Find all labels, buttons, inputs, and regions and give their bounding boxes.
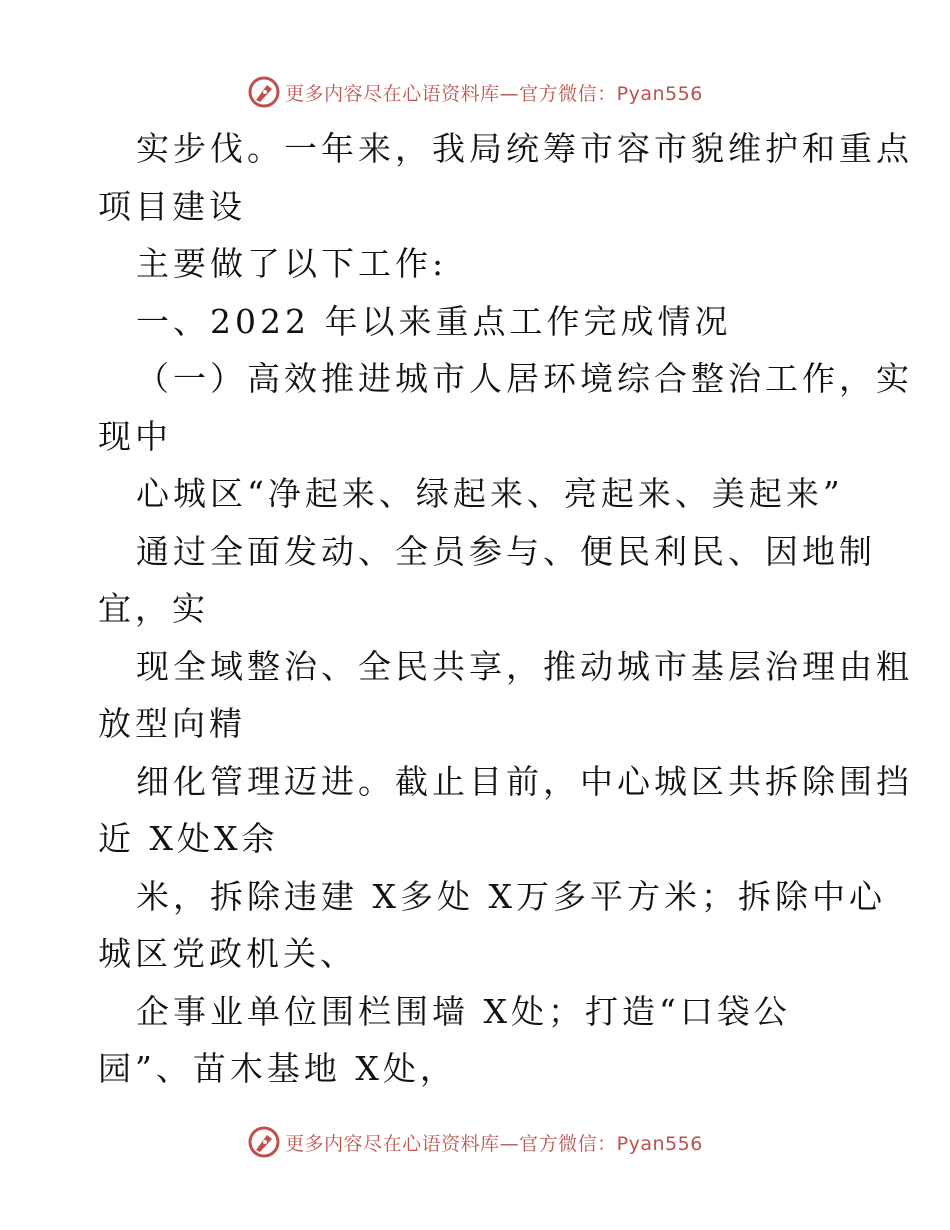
text-line: 城区党政机关、	[98, 934, 357, 973]
text-line: 心城区“净起来、绿起来、亮起来、美起来”	[136, 474, 844, 513]
text-line: 通过全面发动、全员参与、便民利民、因地制	[136, 531, 876, 571]
text-line: 实步伐。一年来，我局统筹市容市貌维护和重点	[136, 129, 913, 168]
watermark-banner-top	[0, 72, 950, 112]
section-heading: 一、2022 年以来重点工作完成情况	[136, 301, 732, 341]
text-line: 现全域整治、全民共享，推动城市基层治理由粗	[136, 646, 913, 686]
text-line: 项目建设	[98, 186, 246, 226]
text-line: 米，拆除违建 X多处 X万多平方米；拆除中心	[136, 876, 886, 916]
text-line: 园”、苗木基地 X处，	[98, 1049, 457, 1088]
text-line: 现中	[98, 416, 172, 456]
text-line: 近 X处X余	[98, 819, 279, 858]
text-line: 宜，实	[98, 589, 209, 628]
pen-nib-circle-icon	[247, 75, 281, 109]
text-line: 细化管理迈进。截止目前，中心城区共拆除围挡	[136, 761, 913, 801]
watermark-text: 更多内容尽在心语资料库—官方微信：Pyan556	[285, 82, 703, 105]
pen-nib-circle-icon	[247, 1125, 281, 1159]
watermark-banner-bottom	[0, 1122, 950, 1162]
text-line: 企事业单位围栏围墙 X处；打造“口袋公	[136, 991, 791, 1031]
text-line: 主要做了以下工作:	[136, 244, 448, 283]
watermark-text: 更多内容尽在心语资料库—官方微信：Pyan556	[285, 1132, 703, 1155]
document-body	[98, 120, 913, 1098]
subsection-heading: （一）高效推进城市人居环境综合整治工作，实	[136, 359, 913, 398]
text-line: 放型向精	[98, 704, 246, 743]
